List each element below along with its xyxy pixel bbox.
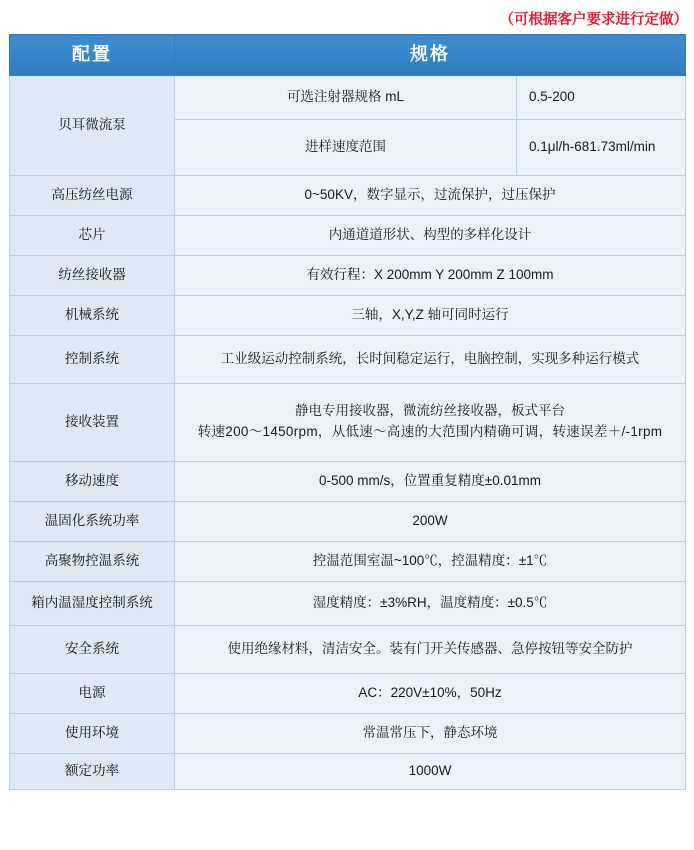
row-label-move-speed: 移动速度 [10,461,175,501]
cell-power-supply-spec: AC：220V±10%，50Hz [175,673,686,713]
table-body [10,75,686,789]
row-label-power-supply: 电源 [10,673,175,713]
table-row [10,673,686,713]
row-label-pump: 贝耳微流泵 [10,75,175,175]
table-row [10,581,686,625]
table-row [10,625,686,673]
row-label-collector: 纺丝接收器 [10,255,175,295]
cell-receiving-line-2: 转速200～1450rpm，从低速～高速的大范围内精确可调，转速误差＋/-1rpm [197,424,663,440]
specification-table-container [9,34,685,790]
row-label-polymer-temp-control: 高聚物控温系统 [10,541,175,581]
row-label-control: 控制系统 [10,335,175,383]
cell-receiving-device-spec [175,383,686,461]
table-header [10,35,686,76]
cell-hv-power-spec: 0~50KV，数字显示，过流保护，过压保护 [175,175,686,215]
table-row [10,75,686,119]
table-row [10,541,686,581]
cell-syringe-range: 0.5-200 [517,75,686,119]
column-header-config: 配置 [10,35,175,76]
cell-chip-spec: 内通道道形状、构型的多样化设计 [175,215,686,255]
cell-move-speed-spec: 0-500 mm/s，位置重复精度±0.01mm [175,461,686,501]
row-label-rated-power: 额定功率 [10,753,175,789]
cell-safety-spec: 使用绝缘材料，清洁安全。装有门开关传感器、急停按钮等安全防护 [175,625,686,673]
row-label-curing-power: 温固化系统功率 [10,501,175,541]
cell-flow-speed-spec: 进样速度范围 [175,119,517,175]
table-row [10,713,686,753]
cell-environment-spec: 常温常压下，静态环境 [175,713,686,753]
table-row [10,753,686,789]
row-label-mechanical: 机械系统 [10,295,175,335]
cell-curing-power-spec: 200W [175,501,686,541]
cell-collector-spec: 有效行程：X 200mm Y 200mm Z 100mm [175,255,686,295]
row-label-receiving-device: 接收装置 [10,383,175,461]
specification-table [9,34,686,790]
cell-control-spec: 工业级运动控制系统，长时间稳定运行，电脑控制，实现多种运行模式 [175,335,686,383]
table-row [10,255,686,295]
cell-syringe-spec: 可选注射器规格 mL [175,75,517,119]
row-label-chip: 芯片 [10,215,175,255]
column-header-spec: 规格 [175,35,686,76]
cell-polymer-temp-control-spec: 控温范围室温~100℃，控温精度：±1℃ [175,541,686,581]
row-label-environment: 使用环境 [10,713,175,753]
table-row [10,295,686,335]
table-row [10,215,686,255]
table-header-row [10,35,686,76]
table-row [10,335,686,383]
cell-rated-power-spec: 1000W [175,753,686,789]
cell-mechanical-spec: 三轴，X,Y,Z 轴可同时运行 [175,295,686,335]
row-label-safety: 安全系统 [10,625,175,673]
cell-flow-speed-range: 0.1μl/h-681.73ml/min [517,119,686,175]
customization-note: （可根据客户要求进行定做） [499,12,688,28]
table-row [10,175,686,215]
table-row [10,383,686,461]
cell-chamber-humidity-control-spec: 湿度精度：±3%RH，温度精度：±0.5℃ [175,581,686,625]
row-label-hv-power: 高压纺丝电源 [10,175,175,215]
table-row [10,501,686,541]
cell-receiving-line-1: 静电专用接收器，微流纺丝接收器，板式平台 [295,403,565,419]
table-row [10,461,686,501]
row-label-chamber-humidity-control: 箱内温湿度控制系统 [10,581,175,625]
